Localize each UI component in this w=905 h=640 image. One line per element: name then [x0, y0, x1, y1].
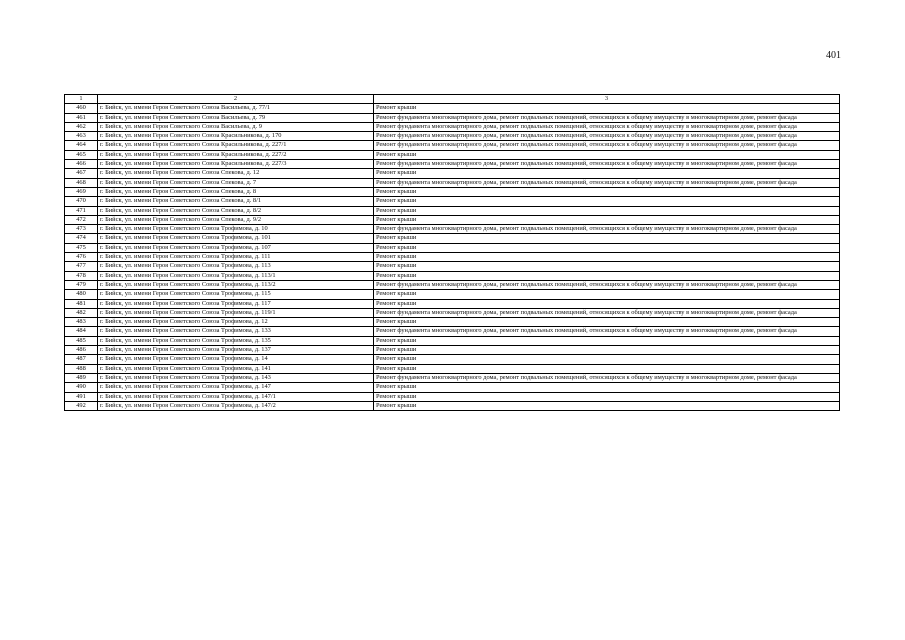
- row-number-cell: 471: [65, 206, 98, 215]
- address-cell: г. Бийск, ул. имени Героя Советского Союза Спекова, д. 12: [98, 169, 374, 178]
- work-type-cell: Ремонт крыши: [374, 290, 840, 299]
- row-number-cell: 473: [65, 225, 98, 234]
- work-type-cell: Ремонт фундамента многоквартирного дома, ремонт подвальных помещений, относящихся к общему имуществу в многоквартирном доме, ремонт фасада: [374, 132, 840, 141]
- row-number-cell: 474: [65, 234, 98, 243]
- table-row: [65, 215, 840, 224]
- table-header-row: [65, 95, 840, 104]
- work-type-cell: Ремонт крыши: [374, 392, 840, 401]
- row-number-cell: 489: [65, 373, 98, 382]
- row-number-cell: 472: [65, 215, 98, 224]
- address-cell: г. Бийск, ул. имени Героя Советского Союза Трофимова, д. 113: [98, 262, 374, 271]
- page-number: 401: [826, 50, 841, 61]
- work-type-cell: Ремонт крыши: [374, 383, 840, 392]
- row-number-cell: 465: [65, 150, 98, 159]
- row-number-cell: 467: [65, 169, 98, 178]
- work-type-cell: Ремонт крыши: [374, 243, 840, 252]
- address-cell: г. Бийск, ул. имени Героя Советского Союза Красильникова, д. 227/3: [98, 160, 374, 169]
- address-cell: г. Бийск, ул. имени Героя Советского Союза Спекова, д. 8/2: [98, 206, 374, 215]
- table-row: [65, 336, 840, 345]
- table-row: [65, 271, 840, 280]
- work-type-cell: Ремонт крыши: [374, 364, 840, 373]
- row-number-cell: 476: [65, 253, 98, 262]
- work-type-cell: Ремонт крыши: [374, 346, 840, 355]
- address-cell: г. Бийск, ул. имени Героя Советского Союза Трофимова, д. 101: [98, 234, 374, 243]
- table-row: [65, 234, 840, 243]
- table-row: [65, 346, 840, 355]
- address-cell: г. Бийск, ул. имени Героя Советского Союза Трофимова, д. 107: [98, 243, 374, 252]
- address-cell: г. Бийск, ул. имени Героя Советского Союза Красильникова, д. 227/1: [98, 141, 374, 150]
- work-type-cell: Ремонт крыши: [374, 215, 840, 224]
- row-number-cell: 478: [65, 271, 98, 280]
- address-cell: г. Бийск, ул. имени Героя Советского Союза Васильева, д. 79: [98, 113, 374, 122]
- work-type-cell: Ремонт фундамента многоквартирного дома, ремонт подвальных помещений, относящихся к общему имуществу в многоквартирном доме, ремонт фасада: [374, 160, 840, 169]
- address-cell: г. Бийск, ул. имени Героя Советского Союза Спекова, д. 7: [98, 178, 374, 187]
- address-cell: г. Бийск, ул. имени Героя Советского Союза Трофимова, д. 135: [98, 336, 374, 345]
- address-cell: г. Бийск, ул. имени Героя Советского Союза Трофимова, д. 133: [98, 327, 374, 336]
- address-cell: г. Бийск, ул. имени Героя Советского Союза Трофимова, д. 113/2: [98, 280, 374, 289]
- address-cell: г. Бийск, ул. имени Героя Советского Союза Трофимова, д. 147/2: [98, 401, 374, 410]
- work-type-cell: Ремонт фундамента многоквартирного дома, ремонт подвальных помещений, относящихся к общему имуществу в многоквартирном доме, ремонт фасада: [374, 327, 840, 336]
- row-number-cell: 470: [65, 197, 98, 206]
- work-type-cell: Ремонт крыши: [374, 336, 840, 345]
- table-row: [65, 373, 840, 382]
- table-row: [65, 225, 840, 234]
- address-cell: г. Бийск, ул. имени Героя Советского Союза Трофимова, д. 14: [98, 355, 374, 364]
- table-row: [65, 169, 840, 178]
- row-number-cell: 480: [65, 290, 98, 299]
- address-cell: г. Бийск, ул. имени Героя Советского Союза Трофимова, д. 141: [98, 364, 374, 373]
- table-row: [65, 327, 840, 336]
- table-row: [65, 383, 840, 392]
- column-header-work-type: 3: [374, 95, 840, 104]
- row-number-cell: 490: [65, 383, 98, 392]
- work-type-cell: Ремонт крыши: [374, 104, 840, 113]
- table-row: [65, 243, 840, 252]
- address-cell: г. Бийск, ул. имени Героя Советского Союза Трофимова, д. 115: [98, 290, 374, 299]
- row-number-cell: 461: [65, 113, 98, 122]
- work-type-cell: Ремонт крыши: [374, 150, 840, 159]
- row-number-cell: 466: [65, 160, 98, 169]
- table-row: [65, 299, 840, 308]
- address-cell: г. Бийск, ул. имени Героя Советского Союза Спекова, д. 9/2: [98, 215, 374, 224]
- row-number-cell: 460: [65, 104, 98, 113]
- row-number-cell: 464: [65, 141, 98, 150]
- work-type-cell: Ремонт крыши: [374, 318, 840, 327]
- work-type-cell: Ремонт фундамента многоквартирного дома, ремонт подвальных помещений, относящихся к общему имуществу в многоквартирном доме, ремонт фасада: [374, 178, 840, 187]
- table-row: [65, 122, 840, 131]
- table-row: [65, 355, 840, 364]
- work-type-cell: Ремонт фундамента многоквартирного дома, ремонт подвальных помещений, относящихся к общему имуществу в многоквартирном доме, ремонт фасада: [374, 280, 840, 289]
- work-type-cell: Ремонт крыши: [374, 401, 840, 410]
- work-type-cell: Ремонт крыши: [374, 234, 840, 243]
- address-cell: г. Бийск, ул. имени Героя Советского Союза Спекова, д. 8/1: [98, 197, 374, 206]
- table-row: [65, 178, 840, 187]
- work-type-cell: Ремонт крыши: [374, 271, 840, 280]
- work-type-cell: Ремонт крыши: [374, 355, 840, 364]
- table-body: [65, 104, 840, 411]
- column-header-address: 2: [98, 95, 374, 104]
- table-row: [65, 206, 840, 215]
- table-row: [65, 132, 840, 141]
- address-cell: г. Бийск, ул. имени Героя Советского Союза Трофимова, д. 117: [98, 299, 374, 308]
- row-number-cell: 482: [65, 308, 98, 317]
- address-cell: г. Бийск, ул. имени Героя Советского Союза Васильева, д. 77/1: [98, 104, 374, 113]
- table-row: [65, 290, 840, 299]
- address-cell: г. Бийск, ул. имени Героя Советского Союза Трофимова, д. 12: [98, 318, 374, 327]
- row-number-cell: 462: [65, 122, 98, 131]
- row-number-cell: 491: [65, 392, 98, 401]
- table-row: [65, 280, 840, 289]
- work-type-cell: Ремонт фундамента многоквартирного дома, ремонт подвальных помещений, относящихся к общему имуществу в многоквартирном доме, ремонт фасада: [374, 225, 840, 234]
- work-type-cell: Ремонт фундамента многоквартирного дома, ремонт подвальных помещений, относящихся к общему имуществу в многоквартирном доме, ремонт фасада: [374, 308, 840, 317]
- row-number-cell: 492: [65, 401, 98, 410]
- table-row: [65, 104, 840, 113]
- row-number-cell: 488: [65, 364, 98, 373]
- table-row: [65, 318, 840, 327]
- row-number-cell: 485: [65, 336, 98, 345]
- address-cell: г. Бийск, ул. имени Героя Советского Союза Красильникова, д. 227/2: [98, 150, 374, 159]
- table-row: [65, 308, 840, 317]
- row-number-cell: 483: [65, 318, 98, 327]
- row-number-cell: 484: [65, 327, 98, 336]
- row-number-cell: 463: [65, 132, 98, 141]
- work-type-cell: Ремонт крыши: [374, 206, 840, 215]
- work-type-cell: Ремонт фундамента многоквартирного дома, ремонт подвальных помещений, относящихся к общему имуществу в многоквартирном доме, ремонт фасада: [374, 141, 840, 150]
- work-type-cell: Ремонт фундамента многоквартирного дома, ремонт подвальных помещений, относящихся к общему имуществу в многоквартирном доме, ремонт фасада: [374, 373, 840, 382]
- table-row: [65, 262, 840, 271]
- repair-schedule-table: [64, 94, 840, 411]
- row-number-cell: 469: [65, 187, 98, 196]
- work-type-cell: Ремонт крыши: [374, 262, 840, 271]
- row-number-cell: 481: [65, 299, 98, 308]
- address-cell: г. Бийск, ул. имени Героя Советского Союза Красильникова, д. 170: [98, 132, 374, 141]
- table-row: [65, 113, 840, 122]
- address-cell: г. Бийск, ул. имени Героя Советского Союза Трофимова, д. 147: [98, 383, 374, 392]
- table-row: [65, 197, 840, 206]
- address-cell: г. Бийск, ул. имени Героя Советского Союза Васильева, д. 9: [98, 122, 374, 131]
- table-row: [65, 141, 840, 150]
- table-row: [65, 392, 840, 401]
- address-cell: г. Бийск, ул. имени Героя Советского Союза Трофимова, д. 113/1: [98, 271, 374, 280]
- address-cell: г. Бийск, ул. имени Героя Советского Союза Спекова, д. 8: [98, 187, 374, 196]
- row-number-cell: 468: [65, 178, 98, 187]
- work-type-cell: Ремонт крыши: [374, 299, 840, 308]
- table-row: [65, 160, 840, 169]
- row-number-cell: 475: [65, 243, 98, 252]
- table-row: [65, 187, 840, 196]
- address-cell: г. Бийск, ул. имени Героя Советского Союза Трофимова, д. 143: [98, 373, 374, 382]
- address-cell: г. Бийск, ул. имени Героя Советского Союза Трофимова, д. 119/1: [98, 308, 374, 317]
- row-number-cell: 487: [65, 355, 98, 364]
- table-row: [65, 401, 840, 410]
- work-type-cell: Ремонт крыши: [374, 197, 840, 206]
- row-number-cell: 486: [65, 346, 98, 355]
- row-number-cell: 477: [65, 262, 98, 271]
- work-type-cell: Ремонт крыши: [374, 169, 840, 178]
- address-cell: г. Бийск, ул. имени Героя Советского Союза Трофимова, д. 10: [98, 225, 374, 234]
- work-type-cell: Ремонт фундамента многоквартирного дома, ремонт подвальных помещений, относящихся к общему имуществу в многоквартирном доме, ремонт фасада: [374, 122, 840, 131]
- work-type-cell: Ремонт крыши: [374, 187, 840, 196]
- address-cell: г. Бийск, ул. имени Героя Советского Союза Трофимова, д. 147/1: [98, 392, 374, 401]
- table-row: [65, 150, 840, 159]
- work-type-cell: Ремонт фундамента многоквартирного дома, ремонт подвальных помещений, относящихся к общему имуществу в многоквартирном доме, ремонт фасада: [374, 113, 840, 122]
- row-number-cell: 479: [65, 280, 98, 289]
- address-cell: г. Бийск, ул. имени Героя Советского Союза Трофимова, д. 111: [98, 253, 374, 262]
- column-header-number: 1: [65, 95, 98, 104]
- table-row: [65, 364, 840, 373]
- table-row: [65, 253, 840, 262]
- work-type-cell: Ремонт крыши: [374, 253, 840, 262]
- address-cell: г. Бийск, ул. имени Героя Советского Союза Трофимова, д. 137: [98, 346, 374, 355]
